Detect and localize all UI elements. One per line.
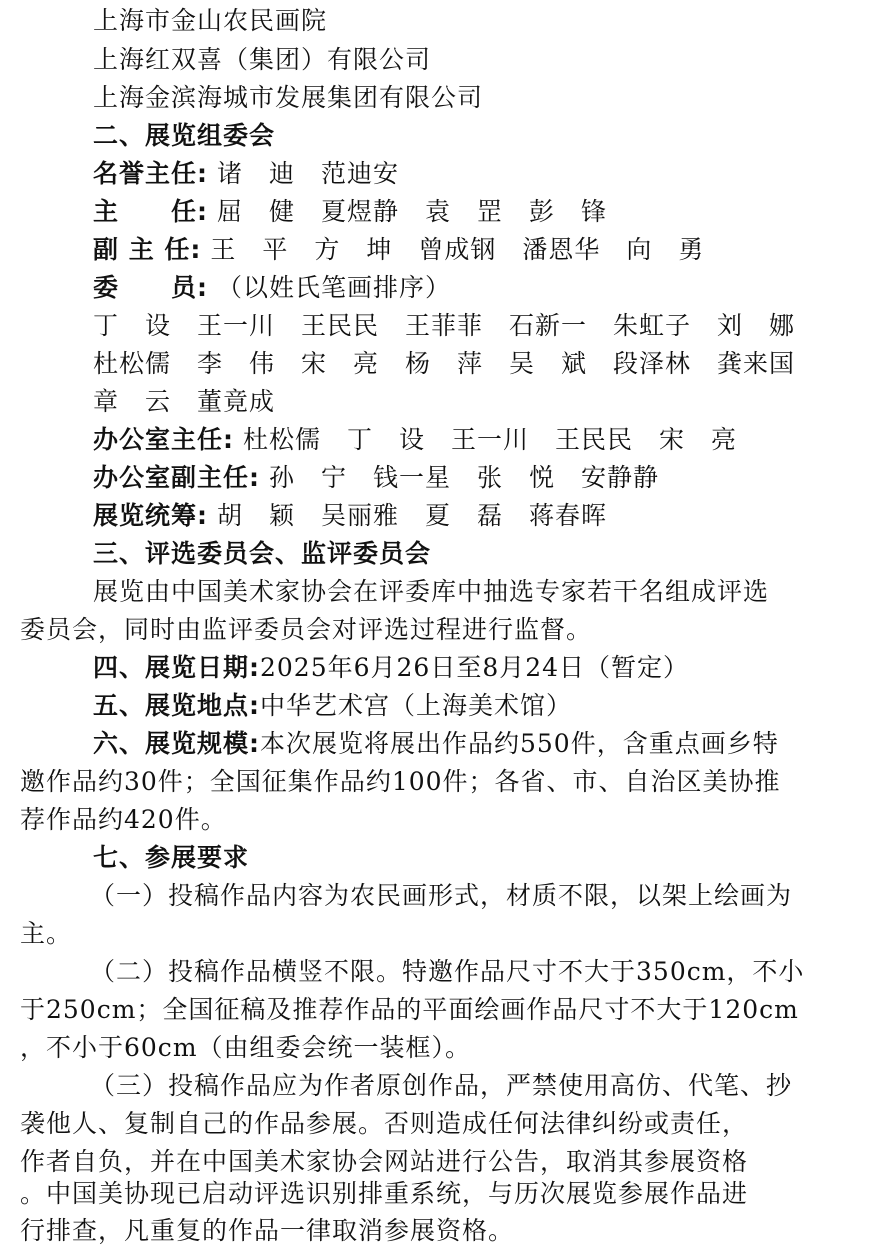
field-label: 主 任: [93,197,208,226]
field-value: 王 平 方 坤 曾成钢 潘恩华 向 勇 [210,235,705,264]
field-label: 委 员: [93,273,208,302]
section-heading-jury [0,535,895,572]
field-label: 办公室主任: [93,425,234,454]
exhibition-scale-line-2 [0,763,895,800]
paragraph-text: 袭他人、复制自己的作品参展。否则造成任何法律纠纷或责任， [20,1109,749,1138]
paragraph-text: 展览由中国美术家协会在评委库中抽选专家若干名组成评选 [93,577,770,606]
requirement-2-line-3 [0,1029,895,1066]
field-value: 2025年6月26日至8月24日（暂定） [260,653,690,682]
coordination-line [0,497,895,534]
organizer-line-1 [0,2,895,39]
requirement-2-line-2 [0,991,895,1028]
names-text: 章 云 董竟成 [93,387,276,416]
members-line [0,269,895,306]
exhibition-scale-line-3 [0,801,895,838]
members-names-line-3 [0,383,895,420]
field-label: 四、展览日期: [93,653,260,682]
heading-text: 七、参展要求 [93,843,250,872]
office-deputy-line [0,459,895,496]
organizer-line-3 [0,79,895,116]
organizer-text: 上海红双喜（集团）有限公司 [93,45,432,74]
director-line [0,193,895,230]
section-heading-committee [0,117,895,154]
honorary-director-line [0,155,895,192]
paragraph-text: ，不小于60cm（由组委会统一装框）。 [20,1033,472,1062]
organizer-text: 上海金滨海城市发展集团有限公司 [93,83,484,112]
requirement-3-line-5 [0,1212,895,1249]
paragraph-text: 作者自负，并在中国美术家协会网站进行公告，取消其参展资格 [20,1147,749,1176]
requirement-3-line-2 [0,1105,895,1142]
paragraph-text: 行排查，凡重复的作品一律取消参展资格。 [20,1216,515,1245]
paragraph-text: 于250cm；全国征稿及推荐作品的平面绘画作品尺寸不大于120cm [20,995,799,1024]
members-names-line-2 [0,345,895,382]
field-value: 本次展览将展出作品约550件，含重点画乡特 [260,729,779,758]
field-label: 五、展览地点: [93,691,260,720]
heading-text: 三、评选委员会、监评委员会 [93,539,432,568]
paragraph-text: 荐作品约420件。 [20,805,227,834]
field-value: （以姓氏笔画排序） [216,273,451,302]
heading-text: 二、展览组委会 [93,121,276,150]
field-label: 副 主 任: [93,235,202,264]
exhibition-date-line [0,649,895,686]
organizer-line-2 [0,41,895,78]
paragraph-text: （一）投稿作品内容为农民画形式，材质不限，以架上绘画为 [90,881,793,910]
requirement-3-line-4 [0,1175,895,1212]
organizer-text: 上海市金山农民画院 [93,6,328,35]
field-label: 名誉主任: [93,159,208,188]
names-text: 丁 设 王一川 王民民 王菲菲 石新一 朱虹子 刘 娜 [93,311,796,340]
deputy-director-line [0,231,895,268]
field-value: 屈 健 夏煜静 袁 罡 彭 锋 [216,197,607,226]
field-value: 诸 迪 范迪安 [216,159,399,188]
paragraph-text: 。中国美协现已启动评选识别排重系统，与历次展览参展作品进 [20,1179,749,1208]
requirement-2-line-1 [0,953,895,990]
requirement-3-line-1 [0,1067,895,1104]
members-names-line-1 [0,307,895,344]
paragraph-text: （三）投稿作品应为作者原创作品，严禁使用高仿、代笔、抄 [90,1071,793,1100]
office-director-line [0,421,895,458]
paragraph-text: 邀作品约30件；全国征集作品约100件；各省、市、自治区美协推 [20,767,781,796]
exhibition-venue-line [0,687,895,724]
jury-paragraph-line-2 [0,611,895,648]
paragraph-text: （二）投稿作品横竖不限。特邀作品尺寸不大于350cm，不小 [90,957,805,986]
paragraph-text: 委员会，同时由监评委员会对评选过程进行监督。 [20,615,593,644]
field-label: 办公室副主任: [93,463,260,492]
field-label: 展览统筹: [93,501,208,530]
requirement-1-line-1 [0,877,895,914]
field-label: 六、展览规模: [93,729,260,758]
field-value: 杜松儒 丁 设 王一川 王民民 宋 亮 [242,425,737,454]
field-value: 孙 宁 钱一星 张 悦 安静静 [268,463,659,492]
requirement-1-line-2 [0,915,895,952]
section-heading-requirements [0,839,895,876]
field-value: 胡 颖 吴丽雅 夏 磊 蒋春晖 [216,501,607,530]
exhibition-scale-line [0,725,895,762]
field-value: 中华艺术宫（上海美术馆） [260,691,573,720]
names-text: 杜松儒 李 伟 宋 亮 杨 萍 吴 斌 段泽林 龚来国 [93,349,796,378]
jury-paragraph-line-1 [0,573,895,610]
paragraph-text: 主。 [20,919,73,948]
